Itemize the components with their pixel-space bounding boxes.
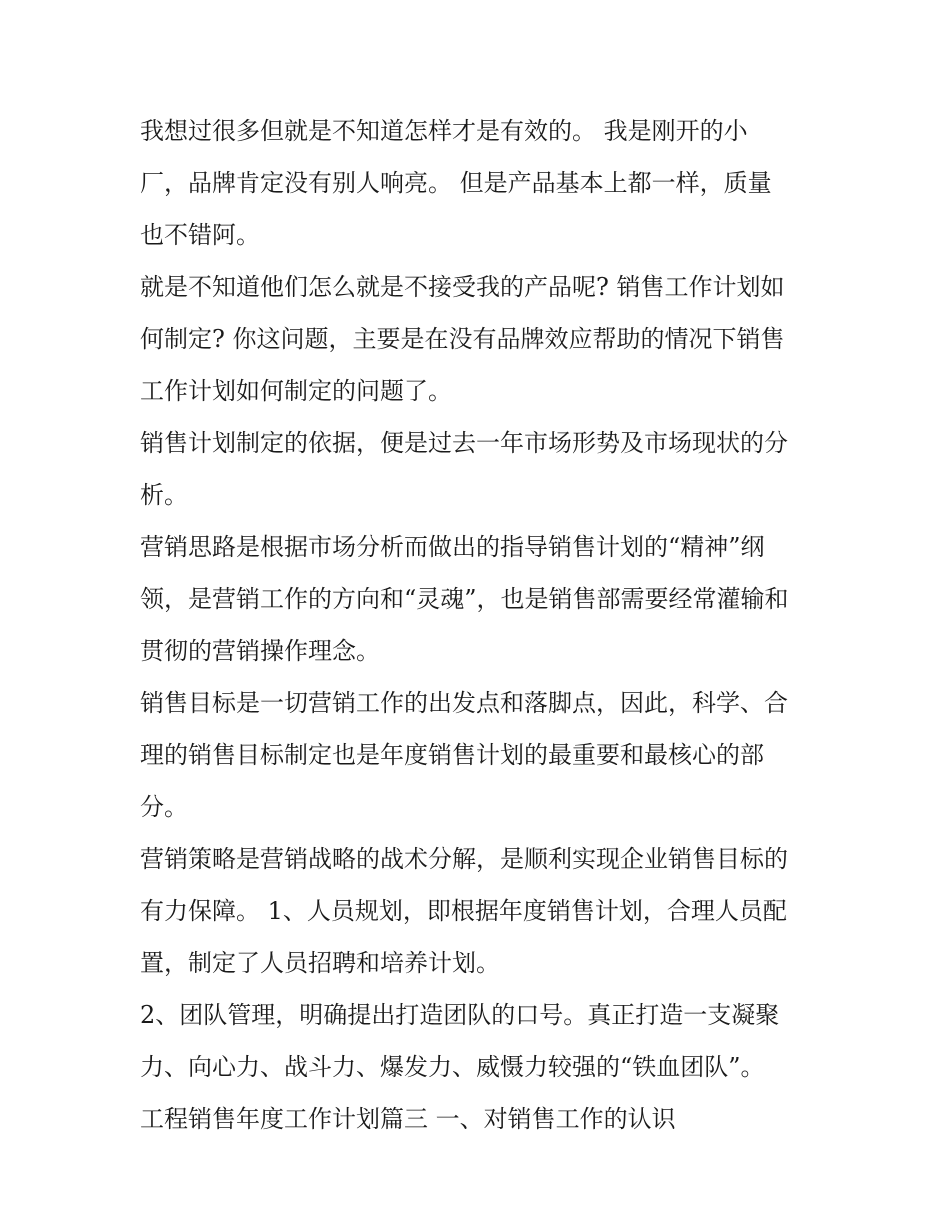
text-line: 理的销售目标制定也是年度销售计划的最重要和最核心的部 [140,741,764,769]
text-line: 领，是营销工作的方向和“灵魂”，也是销售部需要经常灌输和 [140,585,789,613]
text-line: 营销思路是根据市场分析而做出的指导销售计划的“精神”纲 [140,533,765,561]
text-line: 工作计划如何制定的问题了。 [140,377,452,405]
text-line: 何制定? 你这问题，主要是在没有品牌效应帮助的情况下销售 [140,325,785,353]
text-line: 也不错阿。 [140,221,260,249]
text-line: 就是不知道他们怎么就是不接受我的产品呢? 销售工作计划如 [140,273,785,301]
text-line: 分。 [140,793,188,821]
text-line: 销售目标是一切营销工作的出发点和落脚点，因此，科学、合 [140,689,788,717]
text-line: 力、向心力、战斗力、爆发力、威慑力较强的“铁血团队”。 [140,1053,765,1081]
text-line: 析。 [140,481,188,509]
text-line: 我想过很多但就是不知道怎样才是有效的。 我是刚开的小 [140,117,748,145]
text-line: 厂，品牌肯定没有别人响亮。 但是产品基本上都一样，质量 [140,169,772,197]
text-line: 工程销售年度工作计划篇三 一、对销售工作的认识 [140,1105,676,1133]
text-line: 有力保障。 1、人员规划，即根据年度销售计划，合理人员配 [140,897,787,925]
text-line: 贯彻的营销操作理念。 [140,637,380,665]
text-line: 置，制定了人员招聘和培养计划。 [140,949,500,977]
document-body [140,105,815,1145]
text-line: 营销策略是营销战略的战术分解，是顺利实现企业销售目标的 [140,845,788,873]
text-line: 销售计划制定的依据，便是过去一年市场形势及市场现状的分 [140,429,788,457]
text-line: 2、团队管理，明确提出打造团队的口号。真正打造一支凝聚 [140,1001,780,1029]
